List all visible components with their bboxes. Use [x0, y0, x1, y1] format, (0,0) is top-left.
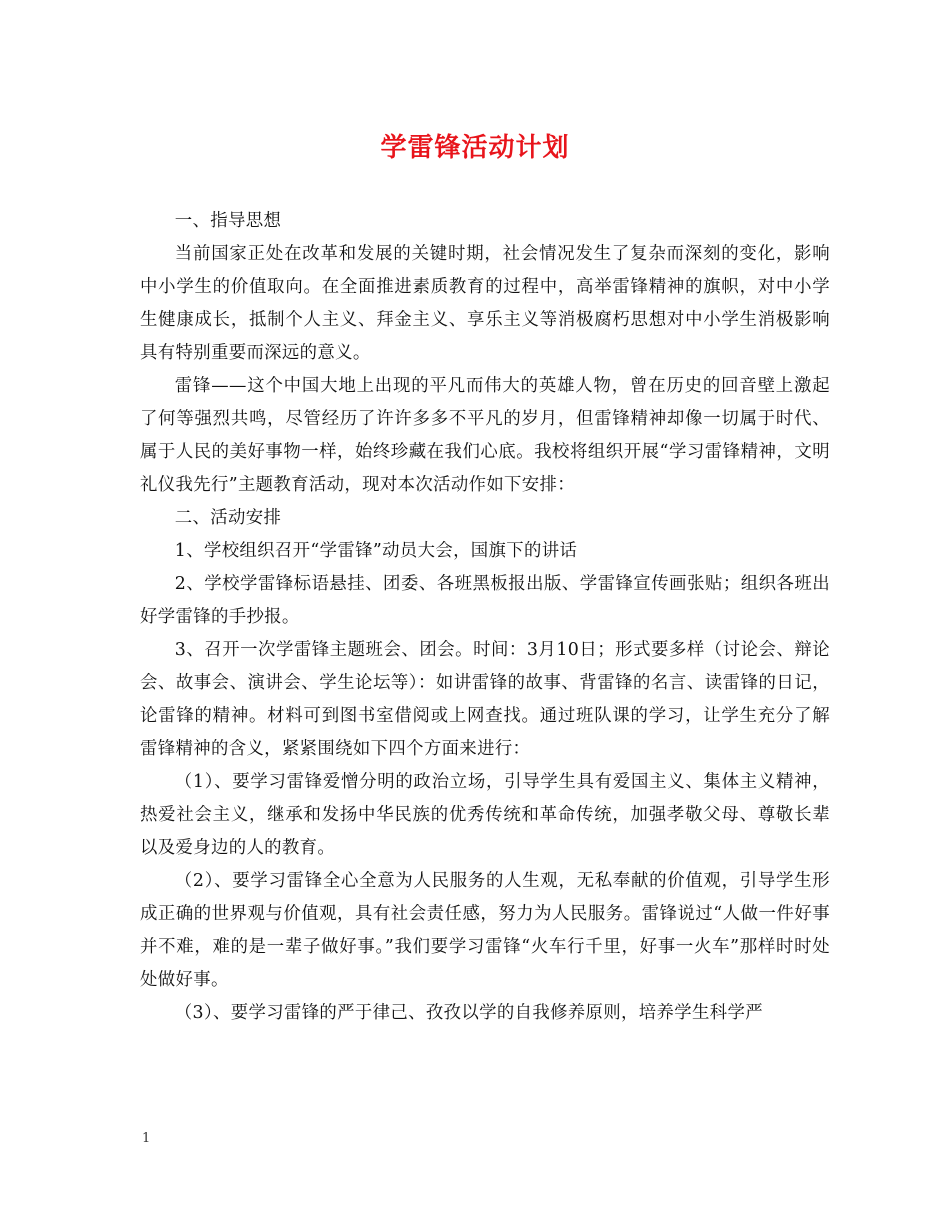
page-number: 1	[142, 1131, 151, 1146]
list-item: 3、召开一次学雷锋主题班会、团会。时间：3月10日；形式要多样（讨论会、辩论会、故事会、演讲会、学生论坛等）：如讲雷锋的故事、背雷锋的名言、读雷锋的日记，论雷锋的精神。材料可到图书室借阅或上网查找。通过班队课的学习，让学生充分了解雷锋精神的含义，紧紧围绕如下四个方面来进行：	[140, 640, 830, 759]
section-heading-activity-arrangement: 二、活动安排	[174, 508, 282, 528]
document-title: 学雷锋活动计划	[380, 133, 570, 163]
sub-list-item: （2）、要学习雷锋全心全意为人民服务的人生观，无私奉献的价值观，引导学生形成正确的世界观与价值观，具有社会责任感，努力为人民服务。雷锋说过“人做一件好事并不难，难的是一辈子做好事。”我们要学习雷锋“火车行千里，好事一火车”那样时时处处做好事。	[140, 871, 830, 990]
list-item: 1、学校组织召开“学雷锋”动员大会，国旗下的讲话	[174, 541, 578, 561]
sub-list-item: （1）、要学习雷锋爱憎分明的政治立场，引导学生具有爱国主义、集体主义精神，热爱社会主义，继承和发扬中华民族的优秀传统和革命传统，加强孝敬父母、尊敬长辈以及爱身边的人的教育。	[140, 772, 830, 858]
document-body	[140, 205, 830, 1030]
list-item: 2、学校学雷锋标语悬挂、团委、各班黑板报出版、学雷锋宣传画张贴；组织各班出好学雷锋的手抄报。	[140, 574, 830, 627]
paragraph: 雷锋——这个中国大地上出现的平凡而伟大的英雄人物，曾在历史的回音壁上激起了何等强烈共鸣，尽管经历了许许多多不平凡的岁月，但雷锋精神却像一切属于时代、属于人民的美好事物一样，始终珍藏在我们心底。我校将组织开展“学习雷锋精神，文明礼仪我先行”主题教育活动，现对本次活动作如下安排：	[140, 376, 830, 495]
sub-list-item: （3）、要学习雷锋的严于律己、孜孜以学的自我修养原则，培养学生科学严	[174, 1003, 763, 1023]
section-heading-guiding-ideology: 一、指导思想	[174, 211, 282, 231]
paragraph: 当前国家正处在改革和发展的关键时期，社会情况发生了复杂而深刻的变化，影响中小学生的价值取向。在全面推进素质教育的过程中，高举雷锋精神的旗帜，对中小学生健康成长，抵制个人主义、拜金主义、享乐主义等消极腐朽思想对中小学生消极影响具有特别重要而深远的意义。	[140, 244, 830, 363]
